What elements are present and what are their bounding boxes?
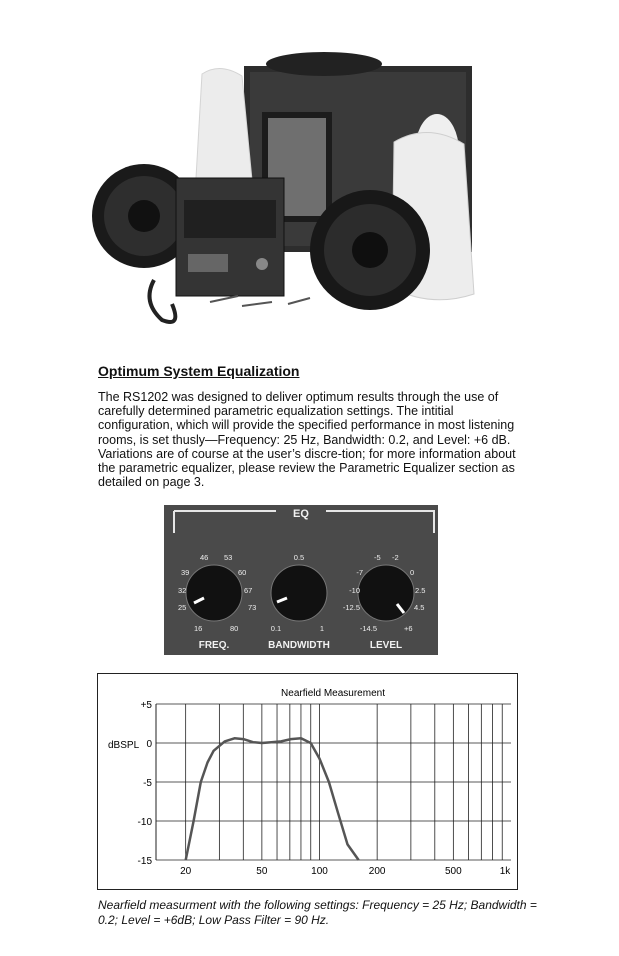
eq-header: EQ	[293, 508, 309, 520]
section-paragraph: The RS1202 was designed to deliver optimum results through the use of carefully determined parametric equalization settings. The intitial configuration, which will provide the specified performance in most listening rooms, is set thusly—Frequency: 25 Hz, Bandwidth: 0.2, and Level: +6 dB. Variations are of course at the user’s discre-tion; for more information about the parametric equalizer, please review the Parametric Equalizer section as detailed on page 3.	[98, 390, 516, 490]
section-title: Optimum System Equalization	[98, 363, 300, 379]
freq-tick: 80	[230, 624, 239, 633]
bandwidth-tick: 1	[319, 624, 325, 633]
level-tick: -10	[349, 586, 360, 595]
bandwidth-tick: 0.1	[270, 624, 282, 633]
nearfield-chart-svg	[98, 674, 516, 888]
chart-ylabel: dBSPL	[108, 740, 140, 751]
response-curve	[186, 738, 359, 860]
freq-tick: 16	[194, 624, 203, 633]
freq-tick: 46	[200, 553, 209, 562]
x-tick-label: 200	[368, 866, 386, 877]
level-tick: 0	[410, 568, 415, 577]
chart-series	[186, 738, 359, 860]
product-photo	[92, 32, 482, 332]
chart-y-ticks	[138, 700, 153, 867]
freq-tick: 39	[181, 568, 190, 577]
eq-panel-drawing	[164, 505, 438, 655]
x-tick-label: 20	[180, 866, 192, 877]
nearfield-chart	[97, 673, 518, 890]
level-tick: -12.5	[342, 603, 360, 612]
freq-tick: 73	[248, 603, 257, 612]
bandwidth-label: BANDWIDTH	[268, 640, 330, 651]
freq-tick: 25	[178, 603, 187, 612]
y-tick-label: -15	[137, 856, 152, 867]
level-tick: 4.5	[414, 603, 425, 612]
level-tick: -14.5	[359, 624, 377, 633]
eq-panel-photo	[164, 505, 438, 655]
chart-x-ticks	[180, 866, 511, 877]
freq-label: FREQ.	[198, 640, 230, 651]
freq-tick: 32	[178, 586, 187, 595]
chart-caption: Nearfield measurment with the following settings: Frequency = 25 Hz; Bandwidth = 0.2; Level = +6dB; Low Pass Filter = 90 Hz.	[98, 898, 537, 927]
level-tick: -2	[392, 553, 399, 562]
x-tick-label: 100	[311, 866, 328, 877]
level-knob	[358, 565, 414, 621]
bandwidth-tick: 0.5	[293, 553, 305, 562]
y-tick-label: 0	[146, 739, 152, 750]
level-tick: +6	[404, 624, 413, 633]
chart-title: Nearfield Measurement	[281, 688, 385, 699]
freq-knob	[186, 565, 242, 621]
level-tick: -7	[356, 568, 363, 577]
freq-tick: 53	[224, 553, 233, 562]
freq-tick: 60	[238, 568, 247, 577]
y-tick-label: -10	[137, 817, 152, 828]
level-tick: 2.5	[415, 586, 426, 595]
freq-tick: 67	[244, 586, 253, 595]
y-tick-label: +5	[140, 700, 152, 711]
chart-grid	[156, 704, 511, 860]
bandwidth-knob	[271, 565, 327, 621]
y-tick-label: -5	[143, 778, 152, 789]
x-tick-label: 50	[256, 866, 268, 877]
level-label: LEVEL	[369, 640, 403, 651]
level-tick: -5	[374, 553, 381, 562]
x-tick-label: 500	[445, 866, 462, 877]
x-tick-label: 1k	[499, 866, 511, 877]
